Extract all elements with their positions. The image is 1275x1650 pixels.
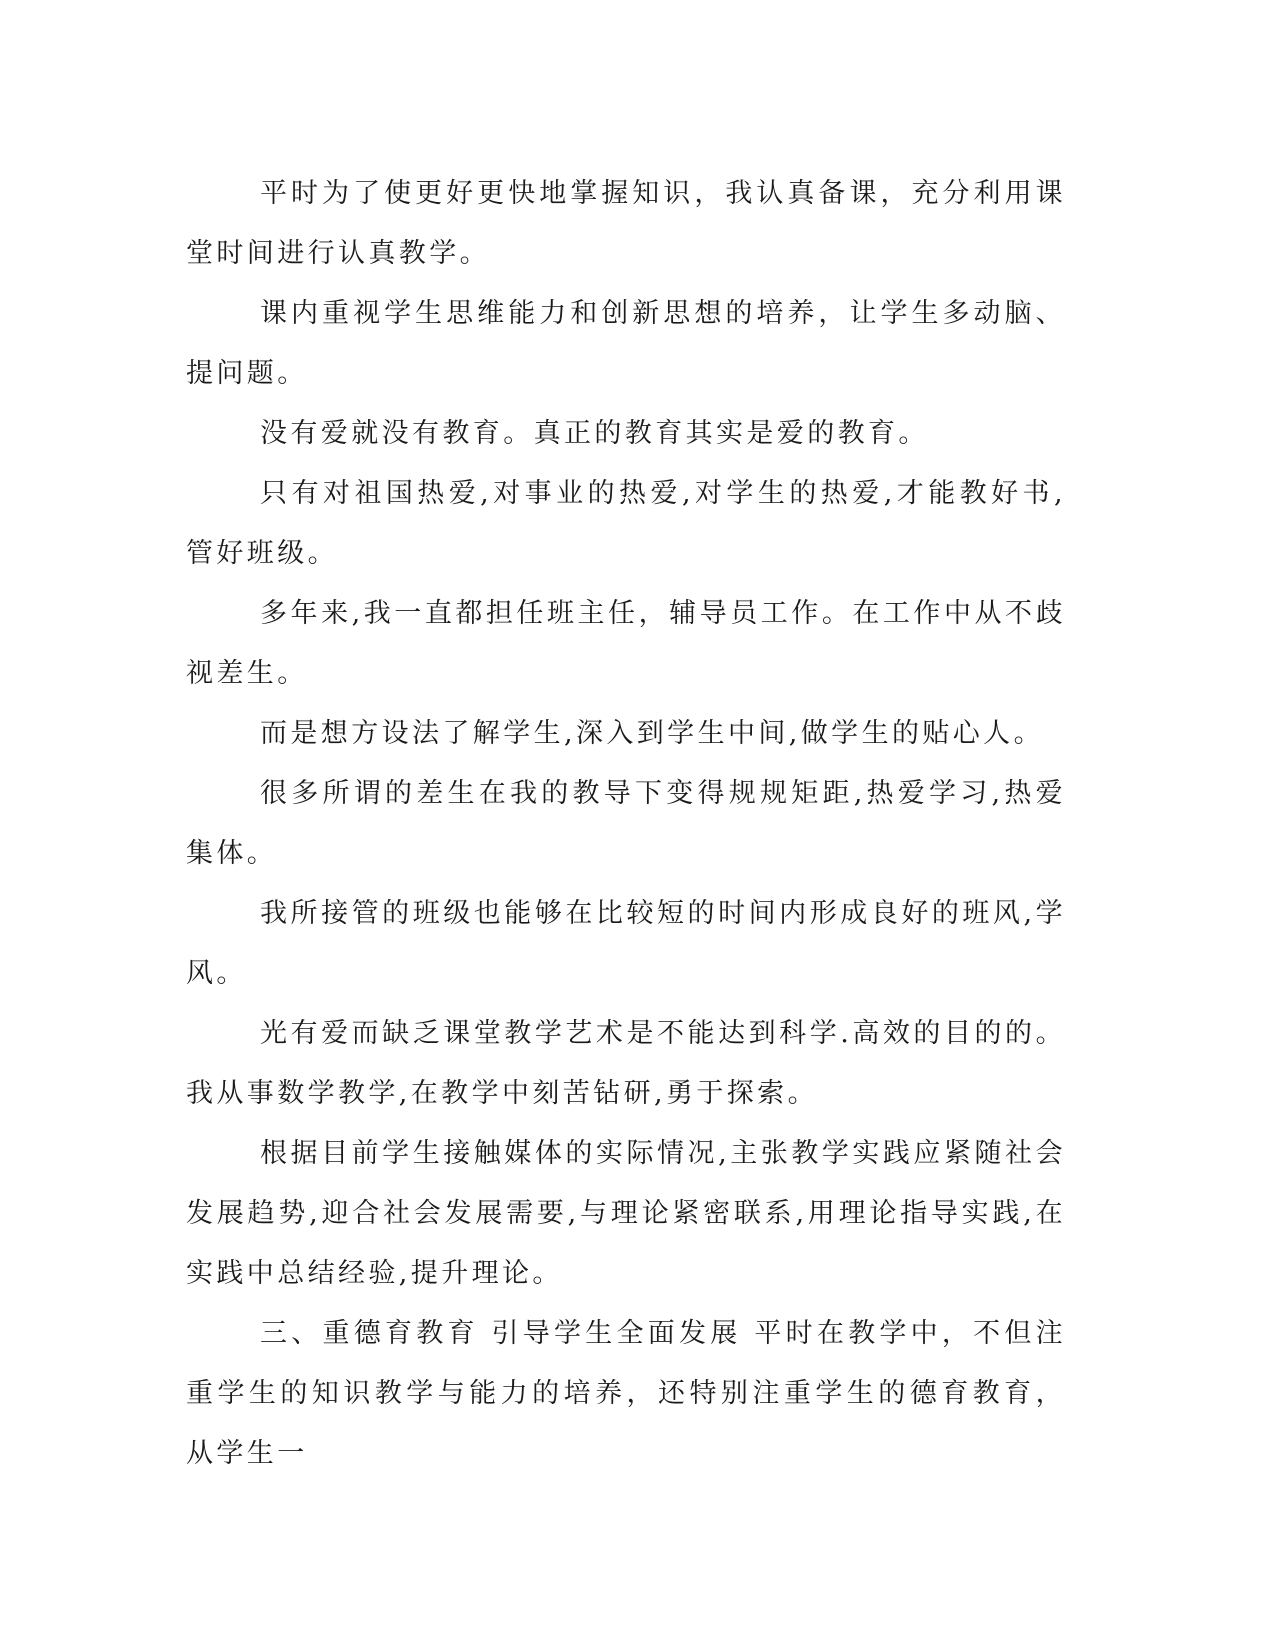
paragraph-3: 没有爱就没有教育。真正的教育其实是爱的教育。 [260,418,929,449]
paragraph-9: 光有爱而缺乏课堂教学艺术是不能达到科学.高效的目的的。我从事数学教学,在教学中刻苦钻研,勇于探索。 [186,1018,1066,1109]
document-body [186,164,1066,1484]
paragraph-1: 平时为了使更好更快地掌握知识，我认真备课，充分利用课堂时间进行认真教学。 [186,178,1066,269]
paragraph-11: 三、重德育教育 引导学生全面发展 平时在教学中，不但注重学生的知识教学与能力的培养，还特别注重学生的德育教育，从学生一 [186,1318,1066,1469]
paragraph-8: 我所接管的班级也能够在比较短的时间内形成良好的班风,学风。 [186,898,1066,989]
paragraph-4: 只有对祖国热爱,对事业的热爱,对学生的热爱,才能教好书,管好班级。 [186,478,1066,569]
paragraph-2: 课内重视学生思维能力和创新思想的培养，让学生多动脑、提问题。 [186,298,1066,389]
paragraph-5: 多年来,我一直都担任班主任，辅导员工作。在工作中从不歧视差生。 [186,598,1066,689]
paragraph-7: 很多所谓的差生在我的教导下变得规规矩距,热爱学习,热爱集体。 [186,778,1066,869]
paragraph-10: 根据目前学生接触媒体的实际情况,主张教学实践应紧随社会发展趋势,迎合社会发展需要,与理论紧密联系,用理论指导实践,在实践中总结经验,提升理论。 [186,1138,1066,1289]
paragraph-6: 而是想方设法了解学生,深入到学生中间,做学生的贴心人。 [260,718,1044,749]
